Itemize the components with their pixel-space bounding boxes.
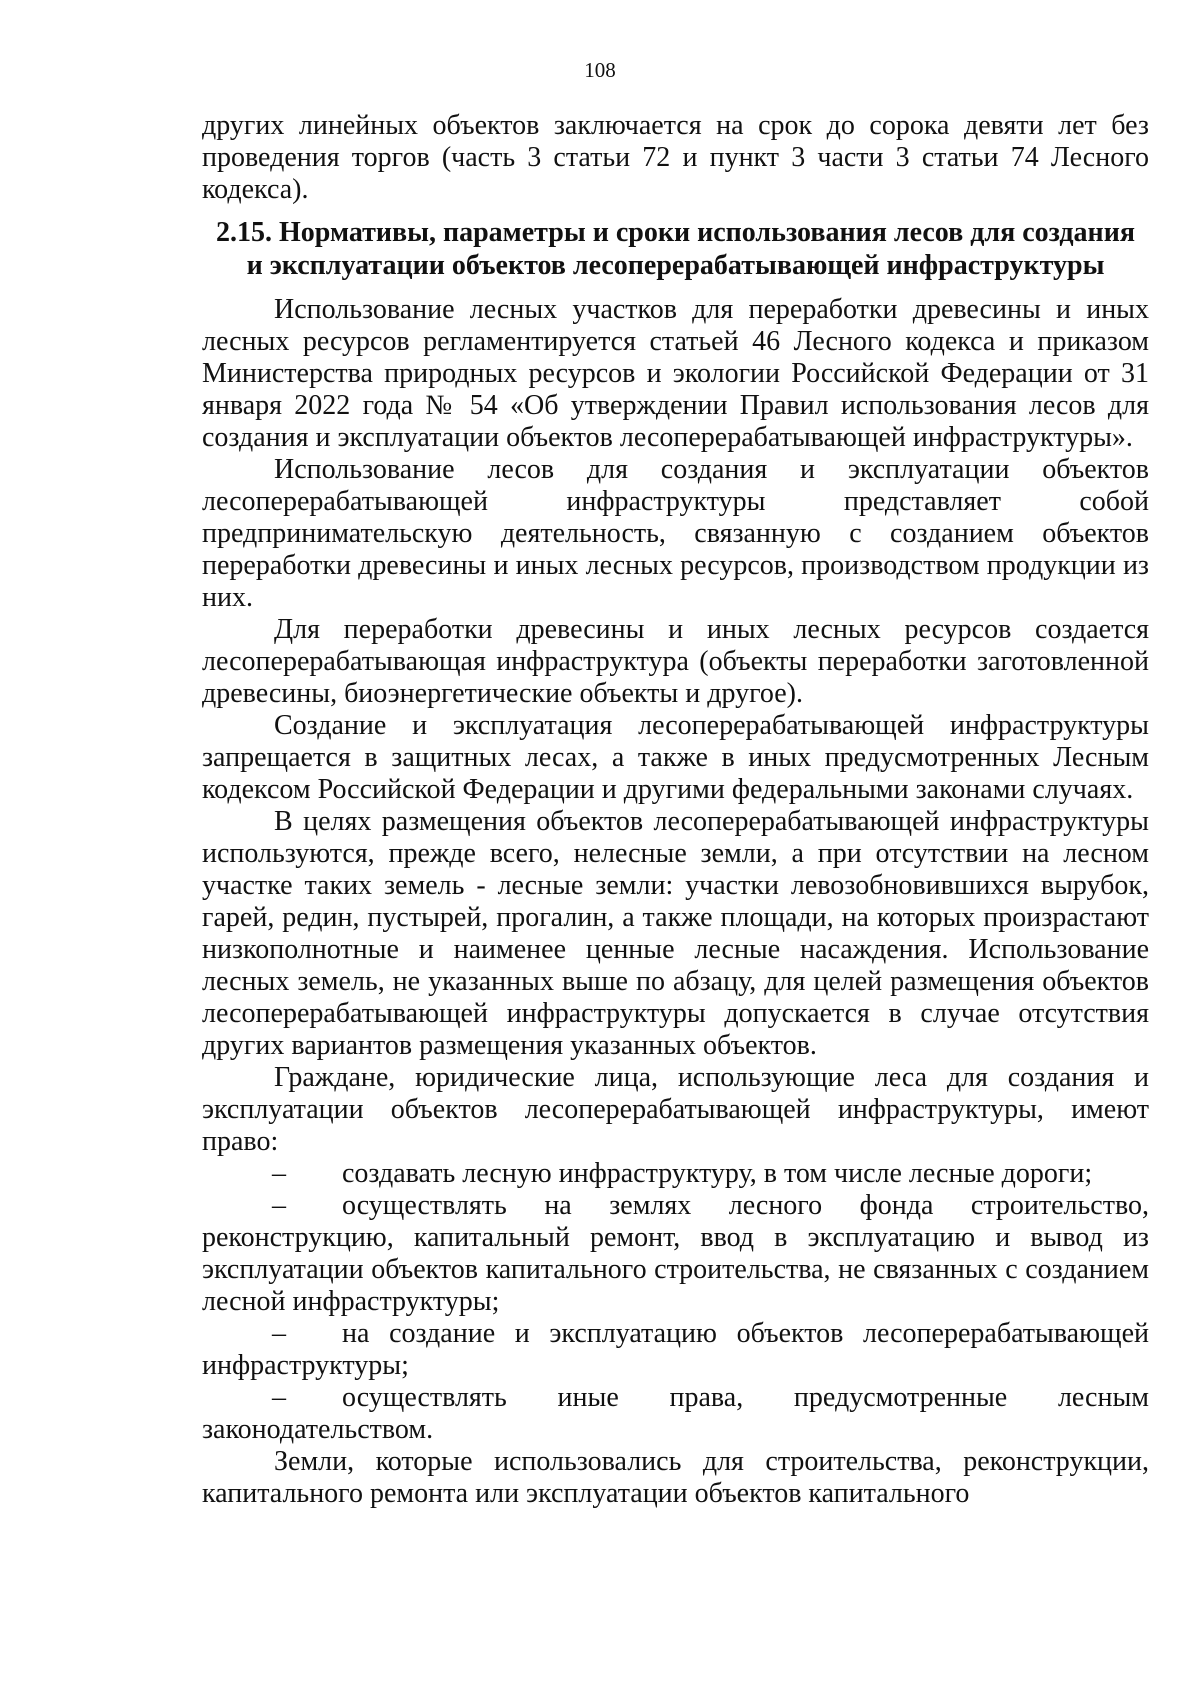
intro-continuation-paragraph: других линейных объектов заключается на срок до сорока девяти лет без проведения торгов (часть 3 статьи 72 и пункт 3 части 3 статьи 74 Лесного кодекса). bbox=[202, 110, 1149, 205]
list-item bbox=[202, 1318, 1149, 1382]
list-dash: – bbox=[272, 1190, 286, 1221]
section-heading-line-1: 2.15. Нормативы, параметры и сроки использования лесов для создания bbox=[216, 217, 1135, 248]
list-item-text: создавать лесную инфраструктуру, в том числе лесные дороги; bbox=[342, 1158, 1093, 1189]
paragraph-land-use: В целях размещения объектов лесоперерабатывающей инфраструктуры используются, прежде всего, нелесные земли, а при отсутствии на лесном участке таких земель - лесные земли: участки левозобновившихся вырубок, гарей, редин, пустырей, прогалин, а также площади, на которых произрастают низкополнотные и наименее ценные лесные насаждения. Использование лесных земель, не указанных выше по абзацу, для целей размещения объектов лесоперерабатывающей инфраструктуры допускается в случае отсутствия других вариантов размещения указанных объектов. bbox=[202, 806, 1149, 1061]
section-heading bbox=[202, 216, 1149, 282]
paragraph-definition: Использование лесов для создания и эксплуатации объектов лесоперерабатывающей инфраструктуры представляет собой предпринимательскую деятельность, связанную с созданием объектов переработки древесины и иных лесных ресурсов, производством продукции из них. bbox=[202, 454, 1149, 613]
list-item-text: осуществлять иные права, предусмотренные лесным законодательством. bbox=[202, 1382, 1149, 1445]
list-item-text: на создание и эксплуатацию объектов лесоперерабатывающей инфраструктуры; bbox=[202, 1318, 1149, 1381]
page-number: 108 bbox=[584, 58, 616, 82]
list-item bbox=[202, 1190, 1149, 1318]
list-item bbox=[202, 1382, 1149, 1446]
list-item bbox=[202, 1158, 1149, 1190]
paragraph-rights-intro: Граждане, юридические лица, использующие леса для создания и эксплуатации объектов лесоперерабатывающей инфраструктуры, имеют право: bbox=[202, 1062, 1149, 1157]
paragraph-infrastructure: Для переработки древесины и иных лесных ресурсов создается лесоперерабатывающая инфраструктура (объекты переработки заготовленной древесины, биоэнергетические объекты и другое). bbox=[202, 614, 1149, 709]
list-dash: – bbox=[272, 1318, 286, 1349]
paragraph-prohibition: Создание и эксплуатация лесоперерабатывающей инфраструктуры запрещается в защитных лесах, а также в иных предусмотренных Лесным кодексом Российской Федерации и другими федеральными законами случаях. bbox=[202, 710, 1149, 805]
page-content bbox=[202, 110, 1149, 1510]
list-dash: – bbox=[272, 1158, 286, 1189]
paragraph-legal-basis: Использование лесных участков для переработки древесины и иных лесных ресурсов регламентируется статьей 46 Лесного кодекса и приказом Министерства природных ресурсов и экологии Российской Федерации от 31 января 2022 года № 54 «Об утверждении Правил использования лесов для создания и эксплуатации объектов лесоперерабатывающей инфраструктуры». bbox=[202, 294, 1149, 453]
paragraph-final: Земли, которые использовались для строительства, реконструкции, капитального ремонта или эксплуатации объектов капитального bbox=[202, 1446, 1149, 1509]
list-dash: – bbox=[272, 1382, 286, 1413]
list-item-text: осуществлять на землях лесного фонда строительство, реконструкцию, капитальный ремонт, ввод в эксплуатацию и вывод из эксплуатации объектов капитального строительства, не связанных с созданием лесной инфраструктуры; bbox=[202, 1190, 1149, 1317]
section-heading-line-2: и эксплуатации объектов лесоперерабатывающей инфраструктуры bbox=[246, 250, 1105, 281]
